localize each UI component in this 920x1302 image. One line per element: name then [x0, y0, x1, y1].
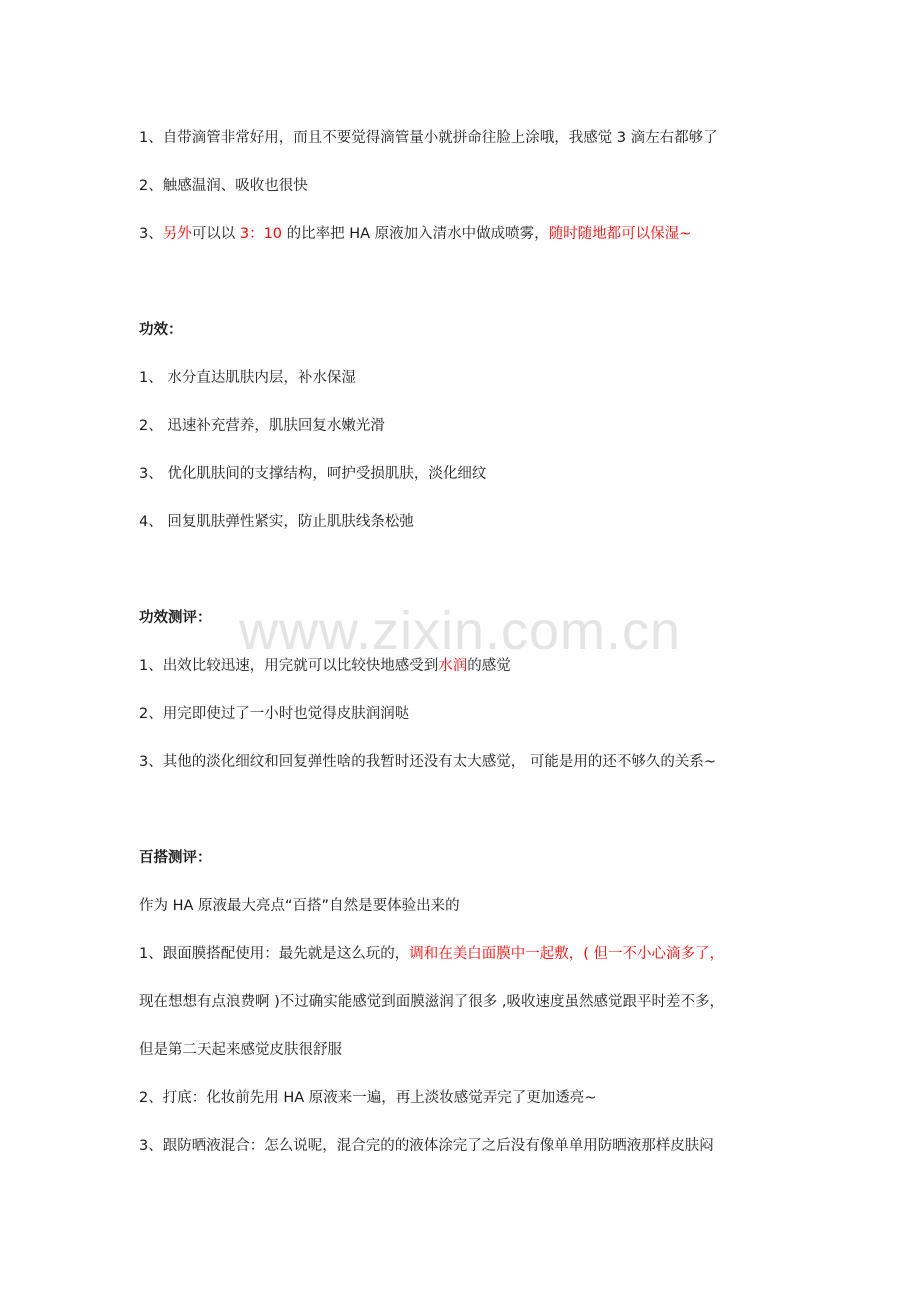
mix-intro: 作为 HA 原液最大亮点“百搭”自然是要体验出来的 [139, 898, 460, 914]
review-item-1-text: 1、出效比较迅速，用完就可以比较快地感受到 [139, 658, 439, 674]
mix-item-1-highlight: 调和在美白面膜中一起敷，( 但一不小心滴多了， [409, 946, 724, 962]
mix-item-2: 2、打底：化妆前先用 HA 原液来一遍，再上淡妆感觉弄完了更加透亮~ [139, 1090, 597, 1106]
usage-item-3 [139, 224, 799, 244]
usage-item-3-text: 可以以 [191, 226, 240, 242]
effects-item: 2、 迅速补充营养，肌肤回复水嫩光滑 [139, 418, 385, 434]
review-item-1-highlight: 水润 [438, 658, 468, 674]
usage-item-3-text: 的比率把 HA 原液加入清水中做成喷雾， [282, 226, 549, 242]
review-item-2: 2、用完即使过了一小时也觉得皮肤润润哒 [139, 706, 410, 722]
mix-item-1-text: 1、跟面膜搭配使用：最先就是这么玩的， [139, 946, 410, 962]
effects-item: 1、 水分直达肌肤内层，补水保湿 [139, 370, 356, 386]
effects-item: 4、 回复肌肤弹性紧实，防止肌肤线条松弛 [139, 514, 414, 530]
mix-item-1-continued: 现在想想有点浪费啊 )不过确实能感觉到面膜滋润了很多 ,吸收速度虽然感觉跟平时差不多， [139, 994, 724, 1010]
usage-item-3-highlight: 随时随地都可以保湿~ [548, 226, 692, 242]
watermark: www.zixin.com.cn [238, 601, 682, 661]
effects-heading: 功效： [139, 322, 183, 338]
usage-item-2: 2、触感温润、吸收也很快 [139, 178, 308, 194]
usage-item-3-highlight: 另外 [162, 226, 192, 242]
mix-heading: 百搭测评： [139, 850, 212, 866]
usage-item-3-ratio: 3：10 [239, 226, 283, 242]
review-item-3: 3、其他的淡化细纹和回复弹性啥的我暂时还没有太大感觉， 可能是用的还不够久的关系~ [139, 754, 716, 770]
effects-item: 3、 优化肌肤间的支撑结构，呵护受损肌肤，淡化细纹 [139, 466, 487, 482]
mix-item-1-continued: 但是第二天起来感觉皮肤很舒服 [139, 1042, 342, 1058]
mix-item-1 [139, 944, 799, 964]
usage-item-1: 1、自带滴管非常好用，而且不要觉得滴管量小就拼命往脸上涂哦，我感觉 3 滴左右都够了 [139, 130, 718, 146]
review-item-1 [139, 656, 799, 676]
usage-item-3-text: 3、 [139, 226, 163, 242]
review-heading: 功效测评： [139, 610, 212, 626]
mix-item-3: 3、跟防晒液混合：怎么说呢，混合完的的液体涂完了之后没有像单单用防晒液那样皮肤闷 [139, 1138, 714, 1154]
review-item-1-text: 的感觉 [467, 658, 511, 674]
